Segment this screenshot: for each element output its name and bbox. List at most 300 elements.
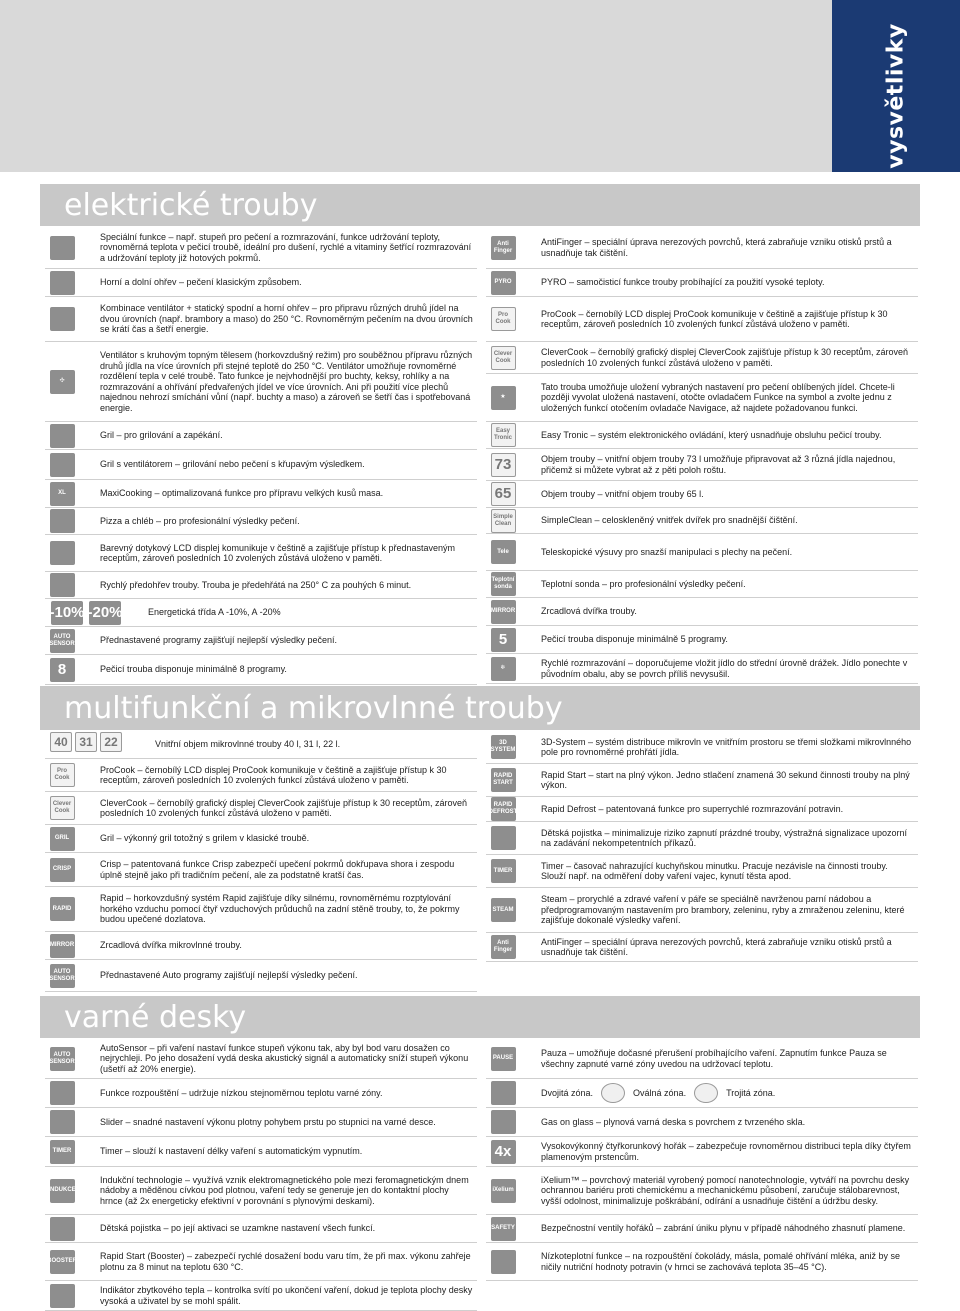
legend-description: Timer – slouží k nastavení délky vaření s automatickým vypnutím. (100, 1146, 363, 1157)
legend-description: Speciální funkce – např. stupeň pro pečení a rozmrazování, funkce udržování teploty, rovnoměrná teplota v pečicí troubě, ideální pro dušení, rychlé a vitaminy šetřící rozmrazování a udržování teploty již hotových pokrmů. (100, 231, 472, 263)
icon-cell (45, 1108, 79, 1136)
icon-cell (45, 1137, 79, 1166)
legend-description: Tato trouba umožňuje uložení vybraných nastavení pro pečení oblíbených jídel. Chcete-li později vyvolat uložená nastavení, otočte ovladačem Funkce na symbol a zvolte jednu z uložených funkcí otočením ovladače Navigace, až najdete požadovanou funkci. (541, 381, 895, 413)
legend-description: Gril – pro grilování a zapékání. (100, 430, 223, 441)
icon-cell (45, 1281, 79, 1310)
legend-text (79, 1215, 477, 1242)
legend-description: Steam – prorychlé a zdravé vaření v páře se speciálně navrženou parní nádobou a předprogramovaným nastavením pro brambory, zeleninu, ryby a zmraženou zeleninu, které zajišťuje dokonalé výsledky vaření. (541, 894, 905, 926)
section-banner-multi (40, 686, 920, 730)
legend-text (520, 449, 918, 480)
legend-row (45, 342, 477, 422)
legend-row (45, 508, 477, 535)
legend-text (79, 1167, 477, 1214)
legend-description: Dětská pojistka – minimalizuje riziko zapnutí prázdné trouby, výstražná signalizace upozorní na zadávání nekompetentních příkazů. (541, 827, 908, 848)
multi-left-column (45, 731, 477, 992)
legend-description: Gril s ventilátorem – grilování nebo pečení s křupavým výsledkem. (100, 459, 365, 470)
icon-cell (486, 227, 520, 268)
icon-cell (45, 1215, 79, 1242)
legend-text (520, 571, 918, 597)
icon-cell (45, 792, 79, 824)
legend-description: Vnitřní objem mikrovlnné trouby 40 l, 31 l, 22 l. (155, 739, 341, 750)
legend-row (45, 535, 477, 572)
legend-row (45, 759, 477, 792)
legend-row (45, 853, 477, 887)
legend-row (486, 654, 918, 684)
legend-description: Rapid Start – start na plný výkon. Jedno stlačení znamená 30 sekund činnosti trouby na plný výkon. (541, 769, 910, 790)
legend-text (520, 888, 918, 932)
grill-icon (50, 424, 75, 448)
legend-row (45, 960, 477, 992)
legend-text (79, 1137, 477, 1166)
pizza-bread-icon (50, 509, 75, 533)
legend-text (79, 932, 477, 959)
legend-description: PYRO – samočisticí funkce trouby probíhající za použití vysoké teploty. (541, 277, 825, 288)
legend-text (520, 1079, 918, 1107)
legend-row (486, 449, 918, 481)
color-lcd-icon (50, 541, 75, 565)
maxicooking-icon: XL (50, 482, 75, 506)
mirror-icon: MIRROR (50, 934, 75, 958)
volume-65-icon: 65 (491, 482, 516, 506)
favorites-star-icon: ★ (491, 386, 516, 410)
legend-row (45, 1108, 477, 1137)
fan-grill-icon (50, 453, 75, 477)
legend-text (79, 960, 477, 991)
legend-text (520, 481, 918, 507)
legend-description: Barevný dotykový LCD displej komunikuje v češtině a zajišťuje přístup k přednastaveným receptům, zároveň posledních 10 zvolených zůstává uloženo v paměti. (100, 542, 456, 563)
residual-heat-icon (50, 1284, 75, 1308)
icon-cell (486, 1215, 520, 1242)
legend-row (486, 1079, 918, 1108)
icon-cell (486, 374, 520, 421)
legend-row (486, 374, 918, 422)
legend-row (486, 422, 918, 449)
icon-cell (45, 887, 79, 931)
pause-icon: PAUSE (491, 1047, 516, 1071)
icon-cell (45, 1039, 79, 1078)
legend-row (486, 481, 918, 508)
legend-text (520, 626, 918, 653)
legend-row (45, 450, 477, 480)
legend-text (520, 764, 918, 796)
auto-sensor-icon: AUTO SENSOR (50, 1047, 75, 1071)
legend-row (486, 1215, 918, 1243)
icon-cell (486, 1137, 520, 1166)
legend-row (486, 822, 918, 855)
legend-text (520, 1243, 918, 1280)
legend-row (486, 797, 918, 822)
legend-text (79, 887, 477, 931)
legend-row (486, 598, 918, 626)
legend-row (45, 1079, 477, 1108)
zone-icon (601, 1083, 625, 1103)
legend-row (45, 1215, 477, 1243)
icon-cell (486, 1039, 520, 1078)
child-lock-icon (50, 1217, 75, 1241)
legend-row (45, 227, 477, 269)
legend-text (79, 227, 477, 268)
icon-cell (486, 1167, 520, 1214)
legend-description: Pizza a chléb – pro profesionální výsledky pečení. (100, 515, 300, 526)
legend-description: Kombinace ventilátor + statický spodní a horní ohřev – pro připravu různých druhů jídel na dvou úrovních (např. brambory a maso) do 250 °C. Rovnoměrným pečením na dvou úrovních se krátí čas a šetří energie. (100, 303, 473, 335)
icon-cell (45, 1079, 79, 1107)
legend-text (79, 342, 477, 421)
fast-preheat-icon (50, 573, 75, 597)
legend-description: AntiFinger – speciální úprava nerezových povrchů, která zabraňuje vzniku otisků prstů a usnadňuje tak čištění. (541, 936, 892, 957)
icon-cell (486, 731, 520, 763)
legend-row (486, 1167, 918, 1215)
icon-cell (486, 888, 520, 932)
legend-row (45, 297, 477, 342)
capacity-badges (50, 732, 122, 752)
icon-cell (486, 534, 520, 570)
legend-text (79, 480, 477, 507)
icon-cell (45, 297, 79, 341)
clevercook-icon: Clever Cook (50, 796, 75, 820)
section-title-oven: elektrické trouby (64, 187, 318, 223)
icon-cell (486, 797, 520, 821)
legend-row (45, 825, 477, 853)
icon-cell (45, 572, 79, 598)
hob-left-column (45, 1039, 477, 1311)
legend-text (79, 422, 477, 449)
legend-row (45, 480, 477, 508)
section-tab-label: vysvětlivky (883, 23, 909, 169)
legend-description: Gril – výkonný gril totožný s grilem v klasické troubě. (100, 833, 310, 844)
legend-text (79, 1039, 477, 1078)
legend-description: Rapid – horkovzdušný systém Rapid zajišťuje díky silnému, rovnoměrnému rozptylování horkého vzduchu pomocí čtyř vzduchových průduchů na zadní stěně trouby, to, že pokrmy budou upečené dozlatova. (100, 893, 460, 925)
legend-row (45, 1281, 477, 1311)
mirror-icon: MIRROR (491, 600, 516, 624)
3d-system-icon: 3D SYSTEM (491, 735, 516, 759)
zone-icon (694, 1083, 718, 1103)
telescopic-icon: Tele (491, 540, 516, 564)
legend-description: Horní a dolní ohřev – pečení klasickým způsobem. (100, 277, 302, 288)
legend-description: Rychlé rozmrazování – doporučujeme vložit jídlo do střední úrovně drážek. Jídlo ponechte v původním obalu, aby se povrch příliš nevysušil. (541, 658, 908, 679)
legend-description: iXelium™ – povrchový materiál vyrobený pomocí nanotechnologie, vytváří na povrchu desky ochrannou bariéru proti chemickému a mechanickému působení, zaručuje stálobarevnost, vyšší odolnost, minimalizuje poškrábání, odírání a usnadňuje čištění a údržbu desky. (541, 1174, 910, 1206)
legend-row (486, 626, 918, 654)
legend-description: Timer – časovač nahrazující kuchyňskou minutku. Pracuje nezávisle na činnosti trouby. Slouží např. na odměření doby vaření vajec, kynutí těsta apod. (541, 860, 888, 881)
legend-text (520, 374, 918, 421)
icon-cell (486, 481, 520, 507)
legend-description: SimpleClean – celoskleněný vnitřek dvířek pro snadnější čištění. (541, 515, 798, 526)
zone-label: Oválná zóna. (633, 1087, 687, 1098)
legend-row (486, 933, 918, 962)
icon-cell (45, 535, 79, 571)
legend-text (520, 508, 918, 533)
icon-cell (45, 932, 79, 959)
icon-cell (486, 626, 520, 653)
safety-icon: SAFETY (491, 1217, 516, 1241)
legend-row (486, 534, 918, 571)
legend-text (79, 572, 477, 598)
hot-air-icon: ✣ (50, 370, 75, 394)
melt-icon (491, 1250, 516, 1274)
icon-cell (486, 422, 520, 448)
slider-icon (50, 1110, 75, 1134)
legend-description: Přednastavené programy zajišťují nejlepší výsledky pečení. (100, 635, 337, 646)
legend-description: Přednastavené Auto programy zajišťují nejlepší výsledky pečení. (100, 970, 358, 981)
legend-row (486, 508, 918, 534)
legend-row (486, 342, 918, 374)
legend-text (520, 1215, 918, 1242)
legend-text (79, 450, 477, 479)
legend-text (520, 297, 918, 341)
legend-text (520, 797, 918, 821)
legend-text (520, 731, 918, 763)
icon-cell (45, 655, 79, 684)
legend-text (79, 655, 477, 684)
antifinger-icon: Anti Finger (491, 935, 516, 959)
legend-row (486, 227, 918, 269)
energy-class-icon: -10% (51, 601, 83, 625)
legend-row (486, 731, 918, 764)
legend-description: Ventilátor s kruhovým topným tělesem (horkovzdušný režim) pro souběžnou přípravu různých druhů jídla na více úrovních při stejné teplotě do 250 °C. Ventilátor umožňuje rovnoměrné rozdělení tepla v celé troubě. Tato funkce je nejvhodnější pro buchty, keksy, rohlíky a na rozmrazování a ohřívání předvařených jídel ve více úrovních. Ani při použití více plechů najednou nehrozí smíchání vůní (např. buchty a maso) a zároveň se šetří čas i spotřebovaná energie. (100, 350, 473, 413)
rapid-defrost-icon: RAPID DEFROST (491, 797, 516, 821)
zone-label: Dvojitá zóna. (541, 1087, 594, 1098)
icon-cell (486, 571, 520, 597)
legend-text (79, 825, 477, 852)
legend-text (79, 535, 477, 571)
ixelium-icon: iXelium (491, 1179, 516, 1203)
section-tab (832, 0, 960, 172)
legend-text (520, 1137, 918, 1166)
rapid-icon: RAPID (50, 897, 75, 921)
legend-row (45, 269, 477, 297)
legend-row (45, 1137, 477, 1167)
legend-description: MaxiCooking – optimalizovaná funkce pro přípravu velkých kusů masa. (100, 488, 384, 499)
child-lock-icon (491, 826, 516, 850)
icon-cell (45, 508, 79, 534)
legend-description: Pečicí trouba disponuje minimálně 5 programy. (541, 634, 728, 645)
simple-clean-icon: Simple Clean (491, 509, 516, 533)
steam-icon: STEAM (491, 898, 516, 922)
section-banner-oven (40, 184, 920, 226)
legend-text (520, 227, 918, 268)
booster-icon: BOOSTER (50, 1250, 75, 1274)
auto-sensor-icon: AUTO SENSOR (50, 964, 75, 988)
zone-label: Trojitá zóna. (726, 1087, 776, 1098)
legend-text (127, 599, 477, 626)
icon-cell (486, 297, 520, 341)
legend-description: Indikátor zbytkového tepla – kontrolka svítí po ukončení vaření, dokud je teplota plochy desky vysoká a uživatel by se mohl spálit. (100, 1285, 473, 1306)
legend-row (45, 422, 477, 450)
icon-cell (486, 1108, 520, 1136)
legend-row (486, 764, 918, 797)
legend-row (45, 792, 477, 825)
icon-cell (486, 1243, 520, 1280)
legend-description: 3D-System – systém distribuce mikrovln ve vnitřním prostoru se třemi složkami mikrovlnného pole pro rovnoměrné prohřátí jídla. (541, 736, 912, 757)
legend-text (79, 1281, 477, 1310)
legend-description: Crisp – patentovaná funkce Crisp zabezpečí upečení pokrmů dokřupava shora i zespodu úplně stejně jako při tradičním pečení, ale za podstatně kratší čas. (100, 859, 455, 880)
legend-text (520, 598, 918, 625)
legend-row (486, 1108, 918, 1137)
induction-icon: INDUKCE (50, 1179, 75, 1203)
legend-row (45, 627, 477, 655)
capacity-icon: 31 (75, 732, 97, 752)
antifinger-icon: Anti Finger (491, 236, 516, 260)
legend-description: Energetická třída A -10%, A -20% (148, 607, 281, 618)
hob-right-column (486, 1039, 918, 1281)
legend-text (520, 1039, 918, 1078)
clevercook-icon: Clever Cook (491, 346, 516, 370)
procook-icon: Pro Cook (491, 307, 516, 331)
legend-text (520, 933, 918, 961)
icon-cell (486, 764, 520, 796)
header-band (0, 0, 960, 172)
legend-description: CleverCook – černobílý grafický displej CleverCook zajišťuje přístup k 30 receptům, zároveň posledních 10 zvolených funkcí zůstává uloženo v paměti. (100, 797, 468, 818)
crisp-icon: CRISP (50, 858, 75, 882)
icon-cell (45, 227, 79, 268)
easy-tronic-icon: Easy Tronic (491, 423, 516, 447)
icon-cell (486, 342, 520, 373)
section-banner-hob (40, 996, 920, 1038)
icon-cell (45, 422, 79, 449)
procook-icon: Pro Cook (50, 763, 75, 787)
legend-description: Indukční technologie – využívá vznik elektromagnetického pole mezi feromagnetickým dnem nádoby a měděnou cívkou pod plotnou, vaření tedy se generuje jen do kontaktní plochy hrnce (až 2x energeticky efektivní v porovnání s plynovými deskami). (100, 1174, 469, 1206)
icon-cell (486, 654, 520, 683)
pizza-func-icon (50, 236, 75, 260)
rapid-start-icon: RAPID START (491, 768, 516, 792)
legend-row (486, 1243, 918, 1281)
legend-text (520, 1108, 918, 1136)
legend-text (520, 855, 918, 887)
icon-cell (45, 1243, 79, 1280)
multi-8-icon: 8 (50, 658, 75, 682)
zone-types (541, 1083, 914, 1103)
icon-cell (45, 599, 127, 626)
legend-text (79, 508, 477, 534)
icon-cell (45, 627, 79, 654)
4x-burner-icon: 4x (491, 1140, 516, 1164)
defrost-icon: ❄ (491, 657, 516, 681)
legend-text (520, 534, 918, 570)
icon-cell (45, 759, 79, 791)
legend-row (45, 655, 477, 685)
legend-description: Zrcadlová dvířka trouby. (541, 606, 637, 617)
auto-sensor-icon: AUTO SENSOR (50, 629, 75, 653)
zones-icon (491, 1081, 516, 1105)
section-title-hob: varné desky (64, 999, 247, 1035)
legend-description: Nízkoteplotní funkce – na rozpouštění čokolády, másla, pomalé ohřívání mléka, aniž by se ničily nutriční hodnoty potravin (v hrnci se zachovává teplota 35–45 °C). (541, 1251, 901, 1272)
oven-right-column (486, 227, 918, 684)
legend-description: Bezpečnostní ventily hořáků – zabrání úniku plynu v případě náhodného zhasnutí plamene. (541, 1223, 906, 1234)
legend-row (45, 572, 477, 599)
legend-description: Easy Tronic – systém elektronického ovládání, který usnadňuje obsluhu pečicí trouby. (541, 429, 882, 440)
timer-icon: TIMER (50, 1140, 75, 1164)
legend-row (45, 1039, 477, 1079)
legend-description: Dětská pojistka – po její aktivaci se uzamkne nastavení všech funkcí. (100, 1223, 376, 1234)
multi-right-column (486, 731, 918, 962)
volume-73-icon: 73 (491, 453, 516, 477)
legend-row (486, 888, 918, 933)
legend-row (486, 571, 918, 598)
legend-description: ProCook – černobílý LCD displej ProCook komunikuje v češtině a zajišťuje přístup k 30 receptům, zároveň posledních 10 zvolených funkcí zůstává uloženo v paměti. (541, 308, 888, 329)
icon-cell (45, 1167, 79, 1214)
temp-probe-icon: Teplotní sonda (491, 572, 516, 596)
legend-row (45, 1167, 477, 1215)
legend-text (79, 297, 477, 341)
legend-text (79, 792, 477, 824)
icon-cell (45, 342, 79, 421)
legend-row (45, 1243, 477, 1281)
legend-text (520, 342, 918, 373)
legend-description: ProCook – černobílý LCD displej ProCook komunikuje v češtině a zajišťuje přístup k 30 receptům, zároveň posledních 10 zvolených funkcí zůstává uloženo v paměti. (100, 764, 447, 785)
multi-5-icon: 5 (491, 628, 516, 652)
energy-class-icon: -20% (89, 601, 121, 625)
legend-description: Zrcadlová dvířka mikrovlnné trouby. (100, 940, 242, 951)
legend-row (486, 855, 918, 888)
legend-text (79, 1108, 477, 1136)
legend-description: Slider – snadné nastavení výkonu plotny pohybem prstu po stupnici na varné desce. (100, 1116, 436, 1127)
legend-description: CleverCook – černobílý grafický displej CleverCook zajišťuje přístup k 30 receptům, zároveň posledních 10 zvolených funkcí zůstává uloženo v paměti. (541, 347, 909, 368)
legend-description: AutoSensor – při vaření nastaví funkce stupeň výkonu tak, aby byl bod varu dosažen co nejrychleji. Po jeho dosažení vydá deska akustický signál a automaticky sníží stupeň výkonu (ušetří až 20% energie). (100, 1042, 469, 1074)
fan-static-icon (50, 307, 75, 331)
section-title-multi: multifunkční a mikrovlnné trouby (64, 690, 563, 726)
legend-description: Rychlý předohřev trouby. Trouba je předehřátá na 250° C za pouhých 6 minut. (100, 579, 412, 590)
legend-description: AntiFinger – speciální úprava nerezových povrchů, která zabraňuje vzniku otisků prstů a usnadňuje tak čištění. (541, 237, 892, 258)
icon-cell (486, 1079, 520, 1107)
oven-left-column (45, 227, 477, 685)
icon-cell (45, 480, 79, 507)
legend-row (45, 932, 477, 960)
legend-text (79, 627, 477, 654)
legend-description: Rapid Defrost – patentovaná funkce pro superrychlé rozmrazování potravin. (541, 803, 844, 814)
icon-cell (486, 598, 520, 625)
icon-cell (45, 960, 79, 991)
legend-text (520, 1167, 918, 1214)
legend-row (45, 599, 477, 627)
legend-description: Pečicí trouba disponuje minimálně 8 programy. (100, 664, 287, 675)
legend-row (486, 1137, 918, 1167)
icon-cell (45, 825, 79, 852)
legend-text (520, 654, 918, 683)
legend-text (520, 422, 918, 448)
legend-description: Funkce rozpouštění – udržuje nízkou stejnoměrnou teplotu varné zóny. (100, 1087, 383, 1098)
capacity-icon: 40 (50, 732, 72, 752)
icon-cell (486, 855, 520, 887)
legend-text (79, 1079, 477, 1107)
timer-icon: TIMER (491, 859, 516, 883)
icon-cell (486, 449, 520, 480)
legend-text (79, 269, 477, 296)
gas-on-glass-icon (491, 1110, 516, 1134)
legend-description: Gas on glass – plynová varná deska s povrchem z tvrzeného skla. (541, 1116, 806, 1127)
top-bottom-heat-icon (50, 271, 75, 295)
legend-description: Rapid Start (Booster) – zabezpečí rychlé dosažení bodu varu tím, že při max. výkonu zahřeje plotnu za 8 minut na teplotu 630 °C. (100, 1251, 471, 1272)
legend-text (79, 853, 477, 886)
gril-icon: GRIL (50, 827, 75, 851)
legend-row (486, 1039, 918, 1079)
legend-text (520, 822, 918, 854)
icon-cell (45, 450, 79, 479)
icon-cell (45, 853, 79, 886)
legend-description: Vysokovýkonný čtyřkorunkový hořák – zabezpečuje rovnoměrnou distribuci tepla díky čtyřem plamenovým prstencům. (541, 1141, 911, 1162)
legend-description: Objem trouby – vnitřní objem trouby 65 l. (541, 488, 704, 499)
heat-distribution-icon (50, 1081, 75, 1105)
legend-row (45, 887, 477, 932)
legend-description: Objem trouby – vnitřní objem trouby 73 l umožňuje připravovat až 3 různá jídla najednou, přičemž si můžete vybrat až z pěti poloh roštu. (541, 454, 896, 475)
legend-description: Pauza – umožňuje dočasné přerušení probíhajícího vaření. Zapnutím funkce Pauza se všechny zapnuté varné zóny uvedou na udržovací teplotu. (541, 1048, 887, 1069)
legend-row (486, 297, 918, 342)
icon-cell (486, 933, 520, 961)
legend-description: Teplotní sonda – pro profesionální výsledky pečení. (541, 578, 746, 589)
capacity-icon: 22 (100, 732, 122, 752)
legend-text (79, 1243, 477, 1280)
pyro-icon: PYRO (491, 271, 516, 295)
icon-cell (45, 269, 79, 296)
legend-text (79, 759, 477, 791)
